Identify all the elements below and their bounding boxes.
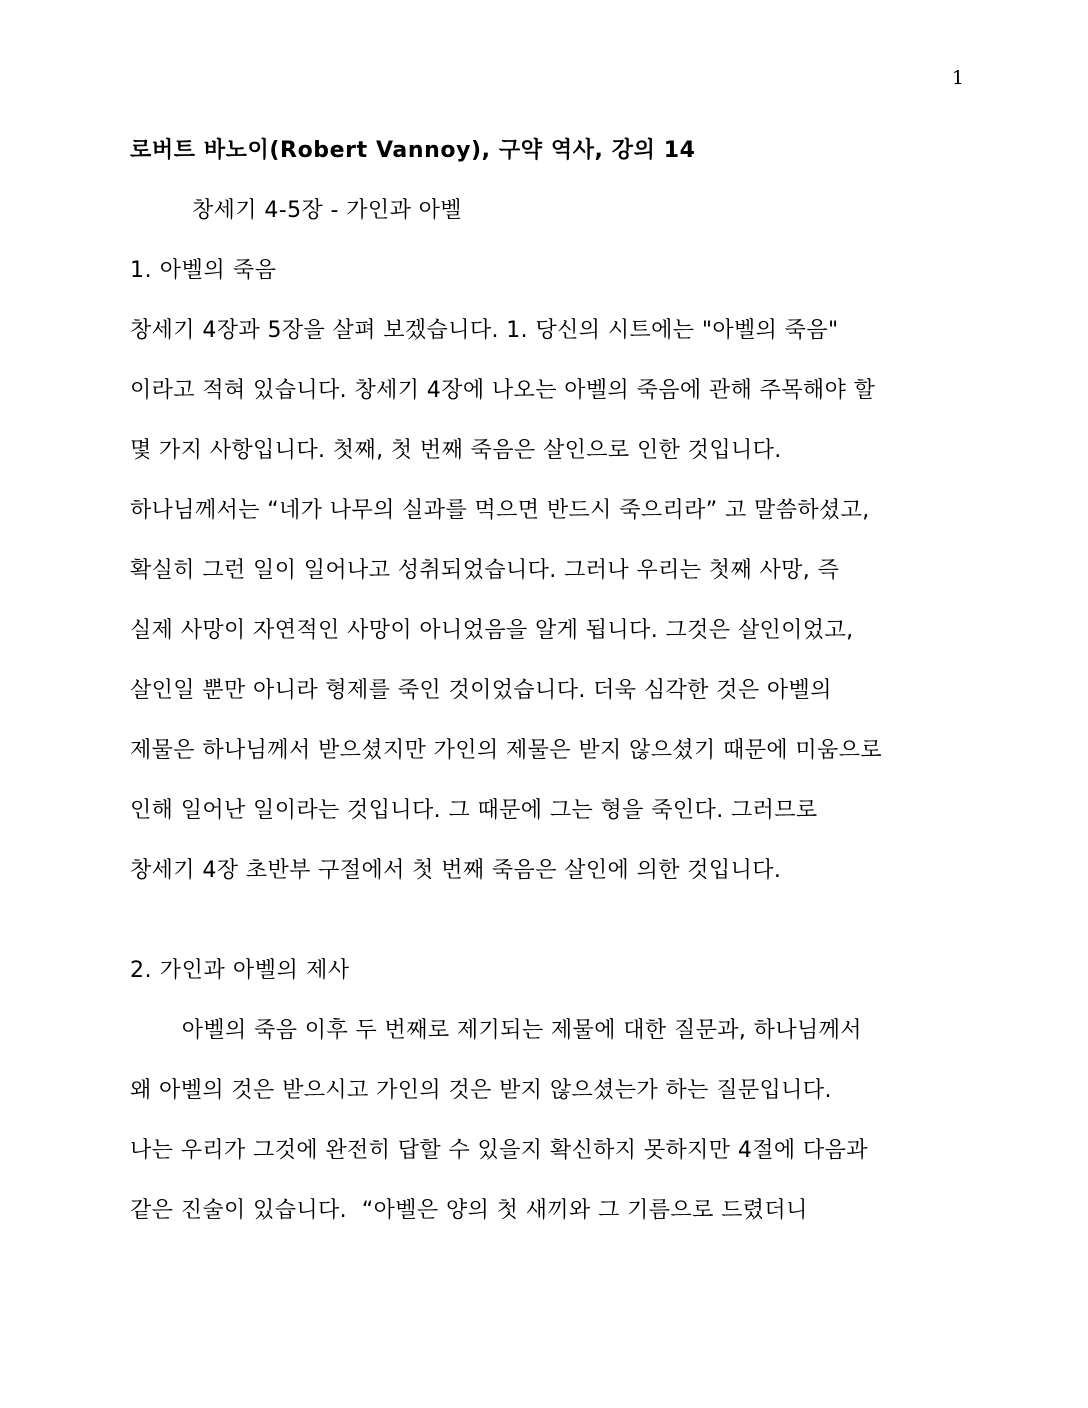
paragraph-line: 제물은 하나님께서 받으셨지만 가인의 제물은 받지 않으셨기 때문에 미움으로 [130,738,883,763]
paragraph-line: 왜 아벨의 것은 받으시고 가인의 것은 받지 않으셨는가 하는 질문입니다. [130,1078,832,1103]
lecture-title: 로버트 바노이(Robert Vannoy), 구약 역사, 강의 14 [130,138,696,163]
paragraph-line: 창세기 4장 초반부 구절에서 첫 번째 죽음은 살인에 의한 것입니다. [130,858,782,883]
lecture-subtitle: 창세기 4-5장 - 가인과 아벨 [192,198,462,223]
paragraph-line: 나는 우리가 그것에 완전히 답할 수 있을지 확신하지 못하지만 4절에 다음과 [130,1138,868,1163]
paragraph-line: 창세기 4장과 5장을 살펴 보겠습니다. 1. 당신의 시트에는 "아벨의 죽음" [130,318,839,343]
paragraph-line: 아벨의 죽음 이후 두 번째로 제기되는 제물에 대한 질문과, 하나님께서 [130,1018,862,1043]
paragraph-line: 하나님께서는 “네가 나무의 실과를 먹으면 반드시 죽으리라” 고 말씀하셨고, [130,498,870,523]
paragraph-line: 몇 가지 사항입니다. 첫째, 첫 번째 죽음은 살인으로 인한 것입니다. [130,438,782,463]
paragraph-line: 같은 진술이 있습니다. “아벨은 양의 첫 새끼와 그 기름으로 드렸더니 [130,1198,808,1223]
section-1-heading: 1. 아벨의 죽음 [130,258,277,283]
paragraph-line: 살인일 뿐만 아니라 형제를 죽인 것이었습니다. 더욱 심각한 것은 아벨의 [130,678,832,703]
section-2-heading: 2. 가인과 아벨의 제사 [130,958,350,983]
paragraph-line: 이라고 적혀 있습니다. 창세기 4장에 나오는 아벨의 죽음에 관해 주목해야 할 [130,378,876,403]
paragraph-line: 인해 일어난 일이라는 것입니다. 그 때문에 그는 형을 죽인다. 그러므로 [130,798,818,823]
paragraph-line: 실제 사망이 자연적인 사망이 아니었음을 알게 됩니다. 그것은 살인이었고, [130,618,854,643]
paragraph-line: 확실히 그런 일이 일어나고 성취되었습니다. 그러나 우리는 첫째 사망, 즉 [130,558,840,583]
page-number: 1 [951,67,964,89]
